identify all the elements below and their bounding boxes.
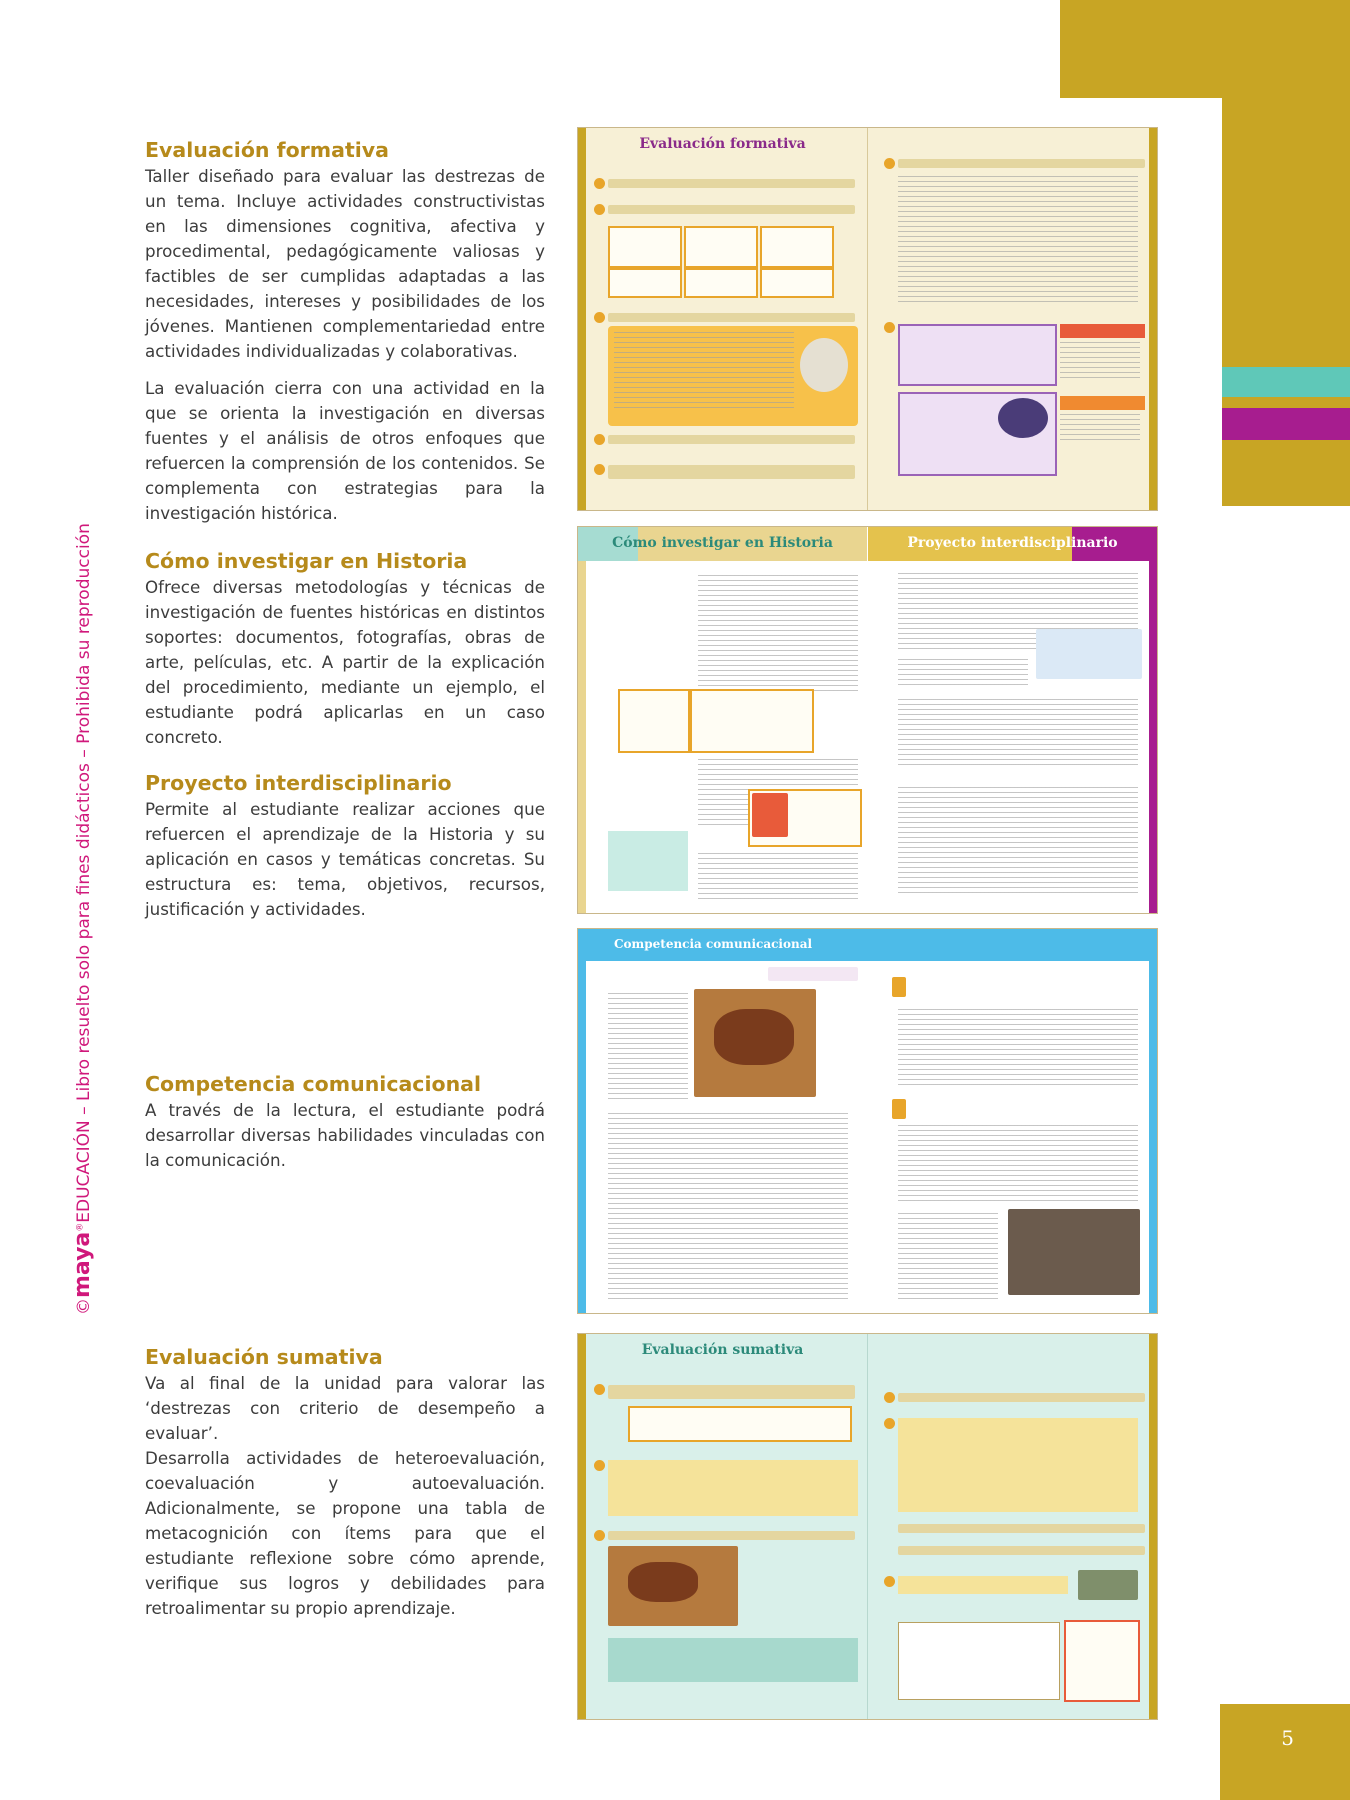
section-paragraph: Taller diseñado para evaluar las destrezas de un tema. Incluye actividades constructivistas en las dimensiones cognitiva, afectiva y procedimental, pedagógicamente valiosas y factibles de ser cumplidas adaptadas a las necesidades, intereses y posibilidades de los jóvenes. Mantienen complementariedad entre actividades individualizadas y colaborativas. — [145, 166, 545, 361]
thumbnail-title: Competencia comunicacional — [614, 937, 813, 951]
thumbnail-title: Evaluación sumativa — [641, 1342, 804, 1358]
corner-decoration — [1060, 0, 1350, 98]
section-paragraph: La evaluación cierra con una actividad en la que se orienta la investigación en diversas fuentes y el análisis de otros enfoques que refuercen la comprensión de los contenidos. Se complementa con estrategias para la investigación histórica. — [145, 378, 545, 523]
purple-band — [1222, 408, 1350, 440]
section-title: Evaluación sumativa — [145, 1345, 383, 1369]
section-competencia-comunicacional — [145, 1072, 545, 1185]
section-como-investigar — [145, 549, 545, 762]
corner-notch — [1190, 98, 1222, 506]
section-paragraph: Ofrece diversas metodologías y técnicas de investigación de fuentes históricas en distintos soportes: documentos, fotografías, obras de arte, películas, etc. A partir de la explicación del procedimiento, mediante un ejemplo, el estudiante podrá aplicarlas en un caso concreto. — [145, 577, 545, 747]
section-paragraph: A través de la lectura, el estudiante podrá desarrollar diversas habilidades vinculadas con la comunicación. — [145, 1100, 545, 1170]
side-notice: EDUCACIÓN – Libro resuelto solo para fines didácticos – Prohibida su reproducción — [74, 523, 94, 1223]
copyright-symbol: © — [74, 1298, 94, 1315]
thumbnail-competencia-comunicacional — [577, 928, 1158, 1314]
section-paragraph: Va al final de la unidad para valorar las ‘destrezas con criterio de desempeño a evaluar’. — [145, 1373, 545, 1443]
thumbnail-title: Proyecto interdisciplinario — [907, 535, 1118, 551]
section-title: Proyecto interdisciplinario — [145, 771, 452, 795]
section-evaluacion-sumativa — [145, 1345, 545, 1633]
registered-mark: ® — [75, 1222, 86, 1232]
section-paragraph: Desarrolla actividades de heteroevaluación, coevaluación y autoevaluación. Adicionalmente, se propone una tabla de metacognición con ítems para que el estudiante reflexione sobre cómo aprende, verifique sus logros y debilidades para retroalimentar su propio aprendizaje. — [145, 1448, 545, 1618]
thumbnail-investigar-proyecto — [577, 526, 1158, 914]
thumbnail-title: Evaluación formativa — [639, 136, 806, 152]
thumbnail-title: Cómo investigar en Historia — [612, 535, 833, 551]
page-number: 5 — [1281, 1726, 1294, 1750]
corner-decoration-vertical — [1222, 98, 1350, 506]
section-title: Cómo investigar en Historia — [145, 549, 468, 573]
page-number-block — [1220, 1704, 1350, 1800]
section-proyecto-interdisciplinario — [145, 771, 545, 934]
teal-band — [1222, 367, 1350, 397]
thumbnail-evaluacion-sumativa — [577, 1333, 1158, 1720]
section-evaluacion-formativa — [145, 138, 545, 538]
thumbnail-evaluacion-formativa — [577, 127, 1158, 511]
copyright-side-text — [70, 523, 95, 1315]
section-title: Competencia comunicacional — [145, 1072, 482, 1096]
brand-logo: maya — [70, 1231, 95, 1298]
section-paragraph: Permite al estudiante realizar acciones que refuercen el aprendizaje de la Historia y su aplicación en casos y temáticas concretas. Su estructura es: tema, objetivos, recursos, justificación y actividades. — [145, 799, 545, 919]
section-title: Evaluación formativa — [145, 138, 389, 162]
